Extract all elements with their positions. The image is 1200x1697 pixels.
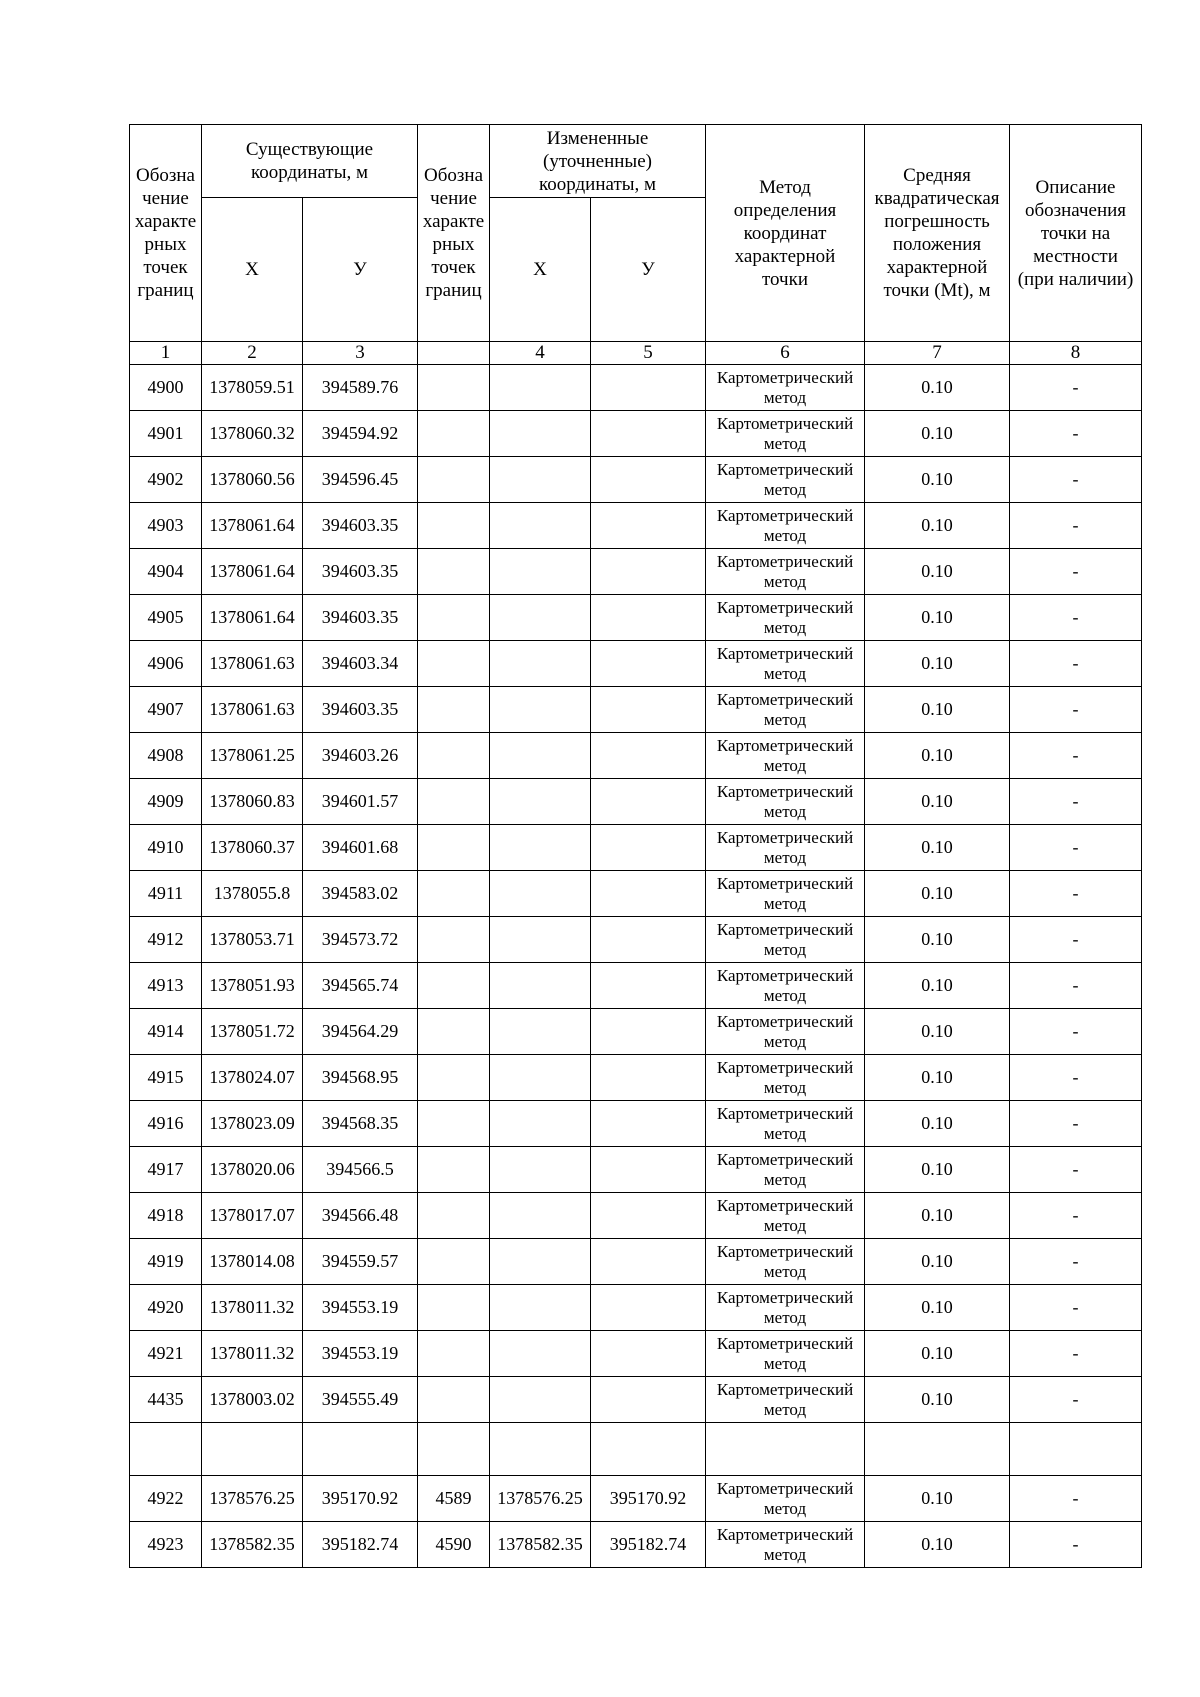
changed-x-cell [490,641,591,687]
error-cell: 0.10 [865,641,1010,687]
method-cell: Картометрический метод [706,641,865,687]
existing-x-cell: 1378061.64 [202,595,303,641]
method-cell: Картометрический метод [706,963,865,1009]
error-cell: 0.10 [865,457,1010,503]
description-cell: - [1010,825,1142,871]
changed-point-id-cell [418,1331,490,1377]
table-row [130,411,1142,457]
changed-x-cell [490,503,591,549]
point-id-cell: 4900 [130,365,202,411]
column-number [418,342,490,365]
table-row-empty [130,1423,1142,1476]
existing-x-cell: 1378061.63 [202,687,303,733]
error-cell: 0.10 [865,549,1010,595]
changed-x-cell [490,687,591,733]
method-cell: Картометрический метод [706,1193,865,1239]
description-cell: - [1010,503,1142,549]
changed-point-id-cell [418,871,490,917]
existing-x-cell: 1378061.64 [202,503,303,549]
changed-point-id-cell [418,1009,490,1055]
header-designation-changed-label: Обозна чение характе рных точек границ [422,165,485,301]
table-row [130,687,1142,733]
existing-y-cell: 394603.34 [303,641,418,687]
changed-point-id-cell [418,503,490,549]
changed-point-id-cell [418,365,490,411]
changed-x-cell [490,1055,591,1101]
error-cell: 0.10 [865,365,1010,411]
description-cell: - [1010,1147,1142,1193]
changed-x-cell [490,1193,591,1239]
table-row [130,871,1142,917]
point-id-cell: 4904 [130,549,202,595]
description-cell: - [1010,1055,1142,1101]
table-row [130,457,1142,503]
existing-y-cell: 394603.35 [303,595,418,641]
description-cell: - [1010,411,1142,457]
changed-y-cell [591,687,706,733]
empty-cell [490,1423,591,1476]
existing-y-cell: 394566.48 [303,1193,418,1239]
description-cell: - [1010,1239,1142,1285]
column-number: 3 [303,342,418,365]
header-description [1010,125,1142,342]
existing-x-cell: 1378060.32 [202,411,303,457]
table-row [130,733,1142,779]
method-cell: Картометрический метод [706,1522,865,1568]
existing-x-cell: 1378024.07 [202,1055,303,1101]
changed-x-cell [490,411,591,457]
point-id-cell: 4915 [130,1055,202,1101]
error-cell: 0.10 [865,733,1010,779]
changed-point-id-cell [418,1285,490,1331]
changed-point-id-cell [418,779,490,825]
existing-y-cell: 394603.35 [303,549,418,595]
changed-point-id-cell: 4589 [418,1476,490,1522]
method-cell: Картометрический метод [706,549,865,595]
coordinates-table-body [130,365,1142,1568]
existing-y-cell: 394601.57 [303,779,418,825]
table-row [130,549,1142,595]
point-id-cell: 4921 [130,1331,202,1377]
existing-y-cell: 394553.19 [303,1331,418,1377]
changed-x-cell [490,917,591,963]
changed-y-cell: 395170.92 [591,1476,706,1522]
point-id-cell: 4916 [130,1101,202,1147]
header-changed-y: У [591,198,706,342]
method-cell: Картометрический метод [706,917,865,963]
point-id-cell: 4920 [130,1285,202,1331]
existing-y-cell: 394601.68 [303,825,418,871]
table-row [130,1009,1142,1055]
changed-y-cell [591,365,706,411]
changed-y-cell [591,779,706,825]
method-cell: Картометрический метод [706,779,865,825]
changed-x-cell [490,779,591,825]
changed-y-cell [591,1285,706,1331]
existing-y-cell: 394596.45 [303,457,418,503]
header-existing-coordinates-label: Существующие координаты, м [245,139,374,183]
method-cell: Картометрический метод [706,503,865,549]
existing-x-cell: 1378060.83 [202,779,303,825]
existing-x-cell: 1378014.08 [202,1239,303,1285]
column-number: 6 [706,342,865,365]
error-cell: 0.10 [865,779,1010,825]
error-cell: 0.10 [865,825,1010,871]
changed-x-cell [490,595,591,641]
description-cell: - [1010,1476,1142,1522]
changed-y-cell [591,1239,706,1285]
existing-x-cell: 1378051.72 [202,1009,303,1055]
changed-point-id-cell [418,1239,490,1285]
column-number: 7 [865,342,1010,365]
table-row [130,1193,1142,1239]
description-cell: - [1010,733,1142,779]
changed-y-cell [591,1055,706,1101]
description-cell: - [1010,963,1142,1009]
existing-x-cell: 1378011.32 [202,1285,303,1331]
header-error-label: Средняя квадратическая погрешность положения характерной точки (Мt), м [874,165,1000,301]
table-row [130,1101,1142,1147]
description-cell: - [1010,1377,1142,1423]
header-existing-x: Х [202,198,303,342]
table-row [130,1377,1142,1423]
column-number: 1 [130,342,202,365]
changed-x-cell: 1378576.25 [490,1476,591,1522]
error-cell: 0.10 [865,1377,1010,1423]
table-row [130,917,1142,963]
changed-point-id-cell [418,733,490,779]
changed-y-cell [591,1331,706,1377]
empty-cell [1010,1423,1142,1476]
error-cell: 0.10 [865,1239,1010,1285]
table-row [130,1331,1142,1377]
header-changed-coordinates [490,125,706,198]
changed-y-cell [591,595,706,641]
existing-x-cell: 1378060.37 [202,825,303,871]
existing-y-cell: 394589.76 [303,365,418,411]
table-row [130,1522,1142,1568]
point-id-cell: 4902 [130,457,202,503]
changed-point-id-cell [418,1377,490,1423]
changed-x-cell [490,733,591,779]
method-cell: Картометрический метод [706,411,865,457]
changed-point-id-cell [418,641,490,687]
changed-x-cell [490,1285,591,1331]
table-row [130,1476,1142,1522]
existing-y-cell: 395170.92 [303,1476,418,1522]
description-cell: - [1010,641,1142,687]
changed-y-cell [591,963,706,1009]
existing-y-cell: 394566.5 [303,1147,418,1193]
header-existing-y: У [303,198,418,342]
changed-x-cell [490,1331,591,1377]
description-cell: - [1010,687,1142,733]
changed-x-cell [490,871,591,917]
changed-x-cell [490,1239,591,1285]
existing-y-cell: 394594.92 [303,411,418,457]
existing-y-cell: 394568.95 [303,1055,418,1101]
empty-cell [706,1423,865,1476]
error-cell: 0.10 [865,871,1010,917]
table-row [130,779,1142,825]
error-cell: 0.10 [865,1193,1010,1239]
changed-y-cell [591,1101,706,1147]
header-error [865,125,1010,342]
table-row [130,641,1142,687]
method-cell: Картометрический метод [706,595,865,641]
changed-x-cell: 1378582.35 [490,1522,591,1568]
changed-x-cell [490,365,591,411]
point-id-cell: 4923 [130,1522,202,1568]
method-cell: Картометрический метод [706,1476,865,1522]
changed-x-cell [490,963,591,1009]
changed-y-cell [591,1377,706,1423]
empty-cell [303,1423,418,1476]
table-row [130,963,1142,1009]
existing-y-cell: 394553.19 [303,1285,418,1331]
column-number: 8 [1010,342,1142,365]
table-row [130,503,1142,549]
existing-x-cell: 1378061.25 [202,733,303,779]
point-id-cell: 4901 [130,411,202,457]
column-number: 2 [202,342,303,365]
error-cell: 0.10 [865,1147,1010,1193]
existing-x-cell: 1378003.02 [202,1377,303,1423]
method-cell: Картометрический метод [706,1331,865,1377]
error-cell: 0.10 [865,411,1010,457]
changed-point-id-cell [418,457,490,503]
existing-x-cell: 1378055.8 [202,871,303,917]
existing-x-cell: 1378020.06 [202,1147,303,1193]
error-cell: 0.10 [865,503,1010,549]
existing-x-cell: 1378053.71 [202,917,303,963]
header-description-label: Описание обозначения точки на местности (при наличии) [1017,176,1134,290]
table-row [130,365,1142,411]
header-row-top [130,125,1142,198]
empty-cell [865,1423,1010,1476]
existing-y-cell: 394603.26 [303,733,418,779]
error-cell: 0.10 [865,917,1010,963]
method-cell: Картометрический метод [706,687,865,733]
empty-cell [418,1423,490,1476]
method-cell: Картометрический метод [706,1055,865,1101]
description-cell: - [1010,1101,1142,1147]
method-cell: Картометрический метод [706,871,865,917]
method-cell: Картометрический метод [706,1285,865,1331]
changed-x-cell [490,825,591,871]
point-id-cell: 4910 [130,825,202,871]
table-row [130,1055,1142,1101]
existing-x-cell: 1378060.56 [202,457,303,503]
existing-y-cell: 394583.02 [303,871,418,917]
existing-y-cell: 394555.49 [303,1377,418,1423]
error-cell: 0.10 [865,1331,1010,1377]
existing-x-cell: 1378011.32 [202,1331,303,1377]
description-cell: - [1010,365,1142,411]
method-cell: Картометрический метод [706,1101,865,1147]
column-number-row [130,342,1142,365]
method-cell: Картометрический метод [706,457,865,503]
point-id-cell: 4911 [130,871,202,917]
changed-y-cell [591,825,706,871]
empty-cell [202,1423,303,1476]
existing-y-cell: 394564.29 [303,1009,418,1055]
error-cell: 0.10 [865,687,1010,733]
changed-y-cell [591,1147,706,1193]
table-row [130,825,1142,871]
table-row [130,1285,1142,1331]
changed-x-cell [490,1377,591,1423]
existing-x-cell: 1378576.25 [202,1476,303,1522]
changed-y-cell [591,457,706,503]
point-id-cell: 4908 [130,733,202,779]
description-cell: - [1010,917,1142,963]
description-cell: - [1010,1285,1142,1331]
error-cell: 0.10 [865,1101,1010,1147]
changed-point-id-cell [418,1193,490,1239]
changed-point-id-cell: 4590 [418,1522,490,1568]
error-cell: 0.10 [865,1476,1010,1522]
existing-x-cell: 1378582.35 [202,1522,303,1568]
changed-x-cell [490,1009,591,1055]
error-cell: 0.10 [865,595,1010,641]
table-row [130,1147,1142,1193]
point-id-cell: 4918 [130,1193,202,1239]
method-cell: Картометрический метод [706,1009,865,1055]
existing-x-cell: 1378061.64 [202,549,303,595]
existing-y-cell: 395182.74 [303,1522,418,1568]
description-cell: - [1010,595,1142,641]
header-existing-coordinates [202,125,418,198]
method-cell: Картометрический метод [706,825,865,871]
description-cell: - [1010,549,1142,595]
existing-x-cell: 1378051.93 [202,963,303,1009]
changed-y-cell [591,1193,706,1239]
changed-x-cell [490,457,591,503]
changed-y-cell [591,871,706,917]
point-id-cell: 4922 [130,1476,202,1522]
empty-cell [591,1423,706,1476]
method-cell: Картометрический метод [706,733,865,779]
column-number: 5 [591,342,706,365]
changed-point-id-cell [418,1055,490,1101]
header-method [706,125,865,342]
existing-y-cell: 394565.74 [303,963,418,1009]
changed-y-cell [591,1009,706,1055]
point-id-cell: 4905 [130,595,202,641]
point-id-cell: 4435 [130,1377,202,1423]
description-cell: - [1010,1193,1142,1239]
changed-x-cell [490,1147,591,1193]
description-cell: - [1010,1522,1142,1568]
changed-x-cell [490,549,591,595]
header-method-label: Метод определения координат характерной точки [733,176,837,290]
changed-point-id-cell [418,963,490,1009]
method-cell: Картометрический метод [706,1147,865,1193]
changed-point-id-cell [418,687,490,733]
empty-cell [130,1423,202,1476]
point-id-cell: 4914 [130,1009,202,1055]
method-cell: Картометрический метод [706,1239,865,1285]
error-cell: 0.10 [865,963,1010,1009]
point-id-cell: 4907 [130,687,202,733]
description-cell: - [1010,1009,1142,1055]
changed-y-cell [591,641,706,687]
changed-point-id-cell [418,411,490,457]
error-cell: 0.10 [865,1285,1010,1331]
existing-x-cell: 1378061.63 [202,641,303,687]
changed-point-id-cell [418,1101,490,1147]
column-number: 4 [490,342,591,365]
existing-y-cell: 394603.35 [303,687,418,733]
header-changed-coordinates-label: Измененные (уточненные) координаты, м [538,127,657,195]
changed-y-cell [591,549,706,595]
existing-x-cell: 1378017.07 [202,1193,303,1239]
table-row [130,595,1142,641]
method-cell: Картометрический метод [706,1377,865,1423]
description-cell: - [1010,779,1142,825]
method-cell: Картометрический метод [706,365,865,411]
changed-y-cell [591,411,706,457]
description-cell: - [1010,1331,1142,1377]
changed-point-id-cell [418,917,490,963]
description-cell: - [1010,871,1142,917]
error-cell: 0.10 [865,1055,1010,1101]
point-id-cell: 4919 [130,1239,202,1285]
header-designation-changed [418,125,490,342]
point-id-cell: 4903 [130,503,202,549]
coordinates-table [129,124,1142,1568]
existing-y-cell: 394573.72 [303,917,418,963]
existing-y-cell: 394568.35 [303,1101,418,1147]
changed-x-cell [490,1101,591,1147]
point-id-cell: 4913 [130,963,202,1009]
existing-y-cell: 394559.57 [303,1239,418,1285]
header-changed-x: Х [490,198,591,342]
error-cell: 0.10 [865,1009,1010,1055]
table-row [130,1239,1142,1285]
changed-point-id-cell [418,1147,490,1193]
changed-y-cell [591,733,706,779]
header-designation [130,125,202,342]
existing-y-cell: 394603.35 [303,503,418,549]
changed-point-id-cell [418,595,490,641]
changed-y-cell: 395182.74 [591,1522,706,1568]
point-id-cell: 4917 [130,1147,202,1193]
existing-x-cell: 1378023.09 [202,1101,303,1147]
point-id-cell: 4906 [130,641,202,687]
description-cell: - [1010,457,1142,503]
point-id-cell: 4912 [130,917,202,963]
changed-y-cell [591,503,706,549]
existing-x-cell: 1378059.51 [202,365,303,411]
header-designation-label: Обозна чение характе рных точек границ [134,165,197,301]
error-cell: 0.10 [865,1522,1010,1568]
point-id-cell: 4909 [130,779,202,825]
changed-point-id-cell [418,549,490,595]
changed-point-id-cell [418,825,490,871]
changed-y-cell [591,917,706,963]
